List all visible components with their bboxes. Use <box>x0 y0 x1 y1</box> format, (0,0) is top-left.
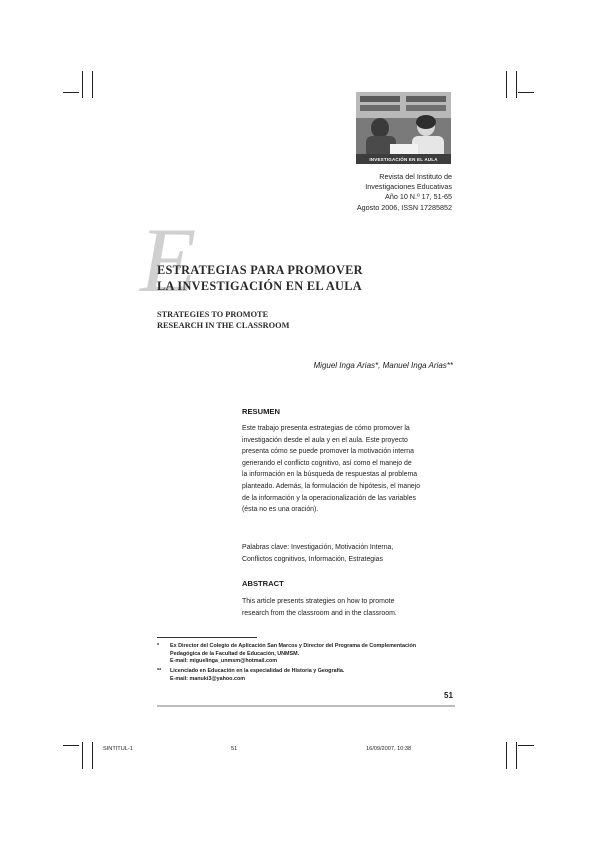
authors: Miguel Inga Arias*, Manuel Inga Arias** <box>313 361 453 370</box>
photo-caption: INVESTIGACIÓN EN EL AULA <box>369 157 438 162</box>
classroom-photo-icon <box>356 92 451 164</box>
abstract-line: research from the classroom and in the classroom. <box>242 609 397 617</box>
footnote-separator <box>157 637 257 638</box>
page-number: 51 <box>444 691 453 700</box>
bottom-rule <box>157 705 455 707</box>
footnote-line: Licenciado en Educación en la especialidad de Historia y Geografía. <box>170 668 345 674</box>
journal-line: Revista del Instituto de <box>379 172 452 181</box>
title-line: ESTRATEGIAS PARA PROMOVER <box>157 263 363 277</box>
resumen-line: (ésta no es una oración). <box>242 506 319 514</box>
abstract-paragraph <box>242 596 454 619</box>
resumen-paragraph <box>242 423 454 516</box>
slug-filename: SINTITUL-1 <box>103 746 133 752</box>
footnote-mark: * <box>157 643 160 649</box>
footnote-email: E-mail: manuki3@yahoo.com <box>170 675 246 682</box>
title-line: LA INVESTIGACIÓN EN EL AULA <box>157 278 362 293</box>
slug-timestamp: 16/09/2007, 10:38 <box>366 746 412 752</box>
keywords-line: Conflictos cognitivos, Información, Estrategias <box>242 555 383 563</box>
article-title <box>157 263 363 294</box>
resumen-line: Este trabajo presenta estrategias de cómo promover la <box>242 425 410 432</box>
footnote-1 <box>157 643 457 666</box>
abstract-line: This article presents strategies on how to promote <box>242 598 395 605</box>
resumen-line: generando el conflicto cognitivo, así como el manejo de <box>242 459 412 467</box>
header-photo <box>356 92 451 164</box>
article-title-english <box>157 309 289 331</box>
title-en-line: STRATEGIES TO PROMOTE <box>157 310 269 319</box>
resumen-line: de la información y la operacionalización de las variables <box>242 494 416 502</box>
journal-line: Agosto 2006, ISSN 17285852 <box>356 202 452 212</box>
footnote-2 <box>157 668 457 683</box>
keywords-line: Palabras clave: Investigación, Motivación Interna, <box>242 544 394 551</box>
slug-page: 51 <box>231 746 238 752</box>
resumen-heading: RESUMEN <box>242 407 280 416</box>
journal-info <box>300 172 452 213</box>
resumen-line: planteado. Además, la formulación de hipótesis, el manejo <box>242 482 421 490</box>
journal-line: Investigaciones Educativas <box>365 182 452 192</box>
footnote-line: Pedagógica de la Facultad de Educación, UNMSM. <box>170 650 300 657</box>
decorative-drop-letter: E <box>140 209 197 311</box>
title-en-line: RESEARCH IN THE CLASSROOM <box>157 321 290 330</box>
footnote-line: Ex Director del Colegio de Aplicación San Marcos y Director del Programa de Complementación <box>170 643 417 649</box>
abstract-heading: ABSTRACT <box>242 579 284 588</box>
resumen-line: investigación desde el aula y en el aula. Este proyecto <box>242 436 408 444</box>
journal-line: Año 10 N.º 17, 51-65 <box>385 192 452 202</box>
footnote-mark: ** <box>157 668 162 674</box>
footnote-email: E-mail: miguelinga_unmsm@hotmail.com <box>170 658 278 664</box>
resumen-line: la información en la búsqueda de respuestas al problema <box>242 471 418 479</box>
keywords <box>242 542 454 565</box>
resumen-line: presenta cómo se puede promover la motivación interna <box>242 448 414 456</box>
